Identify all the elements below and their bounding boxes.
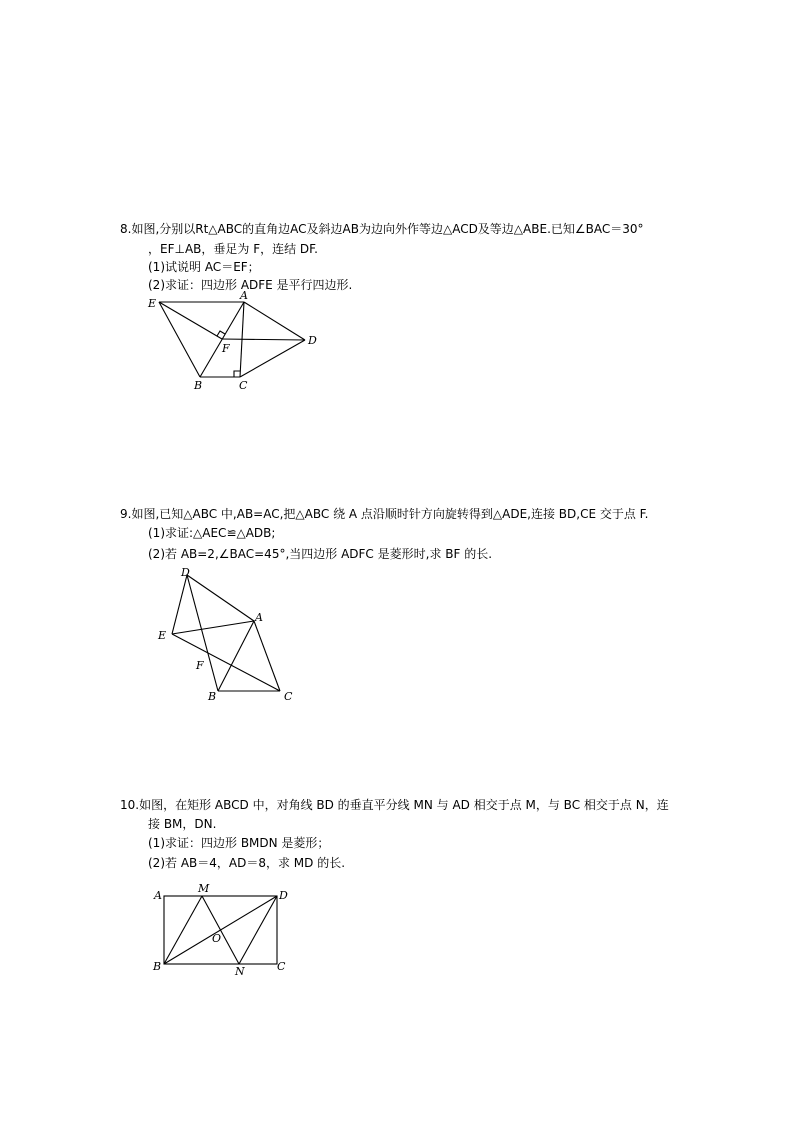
label-f: F (196, 659, 204, 672)
problem-10-part-2: (2)若 AB＝4，AD＝8，求 MD 的长. (148, 856, 346, 870)
label-d: D (308, 334, 317, 347)
problem-8-part-1: (1)试说明 AC＝EF； (148, 260, 260, 274)
segment-bd (164, 896, 277, 964)
problem-8-line-2: ，EF⊥AB，垂足为 F，连结 DF. (148, 242, 318, 256)
label-a: A (154, 889, 162, 902)
segment-ec (172, 634, 280, 691)
right-angle-mark-f (217, 331, 225, 336)
label-b: B (208, 690, 217, 703)
segment-dc (240, 340, 305, 377)
segment-ac (254, 621, 280, 691)
label-m: M (198, 882, 210, 895)
label-a: A (255, 611, 263, 624)
problem-9-line-1: 9.如图,已知△ABC 中,AB=AC,把△ABC 绕 A 点沿顺时针方向旋转得到△ADE,连接 BD,CE 交于点 F. (120, 507, 649, 521)
problem-8-figure (140, 285, 330, 395)
label-c: C (277, 960, 286, 973)
problem-10-part-1: (1)求证：四边形 BMDN 是菱形； (148, 836, 330, 850)
segment-ef (159, 302, 222, 339)
label-n: N (235, 965, 245, 978)
problem-9-part-1: (1)求证:△AEC≌△ADB; (148, 526, 276, 540)
label-f: F (222, 342, 230, 355)
segment-fd (222, 339, 305, 340)
label-o: O (212, 932, 222, 945)
problem-10-figure (150, 880, 300, 980)
problem-8-line-1: 8.如图,分别以Rt△ABC的直角边AC及斜边AB为边向外作等边△ACD及等边△ABE.已知∠BAC＝30° (120, 222, 644, 236)
label-b: B (194, 379, 203, 392)
label-d: D (279, 889, 288, 902)
segment-db (187, 575, 218, 691)
problem-9-part-2: (2)若 AB=2,∠BAC=45°,当四边形 ADFC 是菱形时,求 BF 的长. (148, 547, 493, 561)
label-b: B (153, 960, 162, 973)
problem-8-part-2: (2)求证：四边形 ADFE 是平行四边形. (148, 278, 353, 292)
label-c: C (284, 690, 293, 703)
segment-ad (244, 302, 305, 340)
problem-10-line-1: 10.如图，在矩形 ABCD 中，对角线 BD 的垂直平分线 MN 与 AD 相交于点 M，与 BC 相交于点 N，连 (120, 798, 669, 812)
label-a: A (240, 289, 248, 302)
problem-10-line-2: 接 BM，DN. (148, 817, 217, 831)
segment-eb (159, 302, 200, 377)
problem-9-figure (150, 563, 300, 703)
segment-ab (218, 621, 254, 691)
segment-mb (164, 896, 202, 964)
label-c: C (239, 379, 248, 392)
label-e: E (148, 297, 157, 310)
label-e: E (158, 629, 167, 642)
label-d: D (181, 566, 190, 579)
segment-dn (239, 896, 277, 964)
segment-ea (172, 621, 254, 634)
segment-de (172, 575, 187, 634)
right-angle-mark-c (234, 371, 240, 377)
